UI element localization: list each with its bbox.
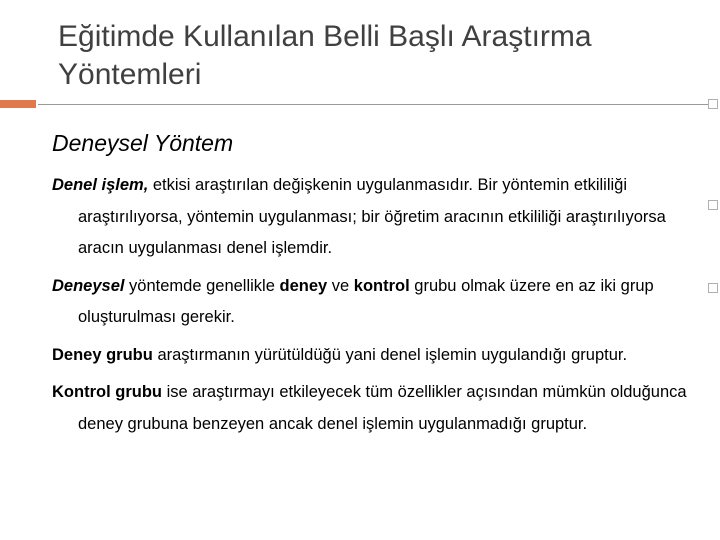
slide-title: Eğitimde Kullanılan Belli Başlı Araştırma Yöntemleri	[58, 20, 592, 91]
slide-body	[52, 128, 692, 446]
paragraph-text: grubu olmak üzere en az iki grup oluşturulması gerekir.	[78, 276, 654, 326]
title-divider	[38, 104, 708, 105]
paragraph-text: ve	[327, 276, 354, 295]
decorative-square	[708, 99, 718, 109]
paragraph-text: yöntemde genellikle	[124, 276, 280, 295]
decorative-square	[708, 283, 718, 293]
term-deneysel: Deneysel	[52, 276, 125, 295]
term-deney-grubu: Deney grubu	[52, 345, 153, 364]
paragraph-deneysel	[52, 271, 692, 334]
paragraph-text: araştırmanın yürütüldüğü yani denel işlemin uygulandığı gruptur.	[152, 345, 628, 364]
paragraph-text: ise araştırmayı etkileyecek tüm özellikler açısından mümkün olduğunca deney grubuna benzeyen ancak denel işlemin uygulanmadığı gruptur.	[78, 383, 687, 433]
term-kontrol: kontrol	[353, 276, 410, 295]
paragraph-kontrol-grubu	[52, 377, 692, 440]
term-kontrol-grubu: Kontrol grubu	[52, 383, 162, 401]
term-denel-islem: Denel işlem,	[52, 176, 149, 194]
section-heading: Deneysel Yöntem	[52, 130, 234, 156]
paragraph-deney-grubu	[52, 340, 692, 372]
paragraph-text: etkisi araştırılan değişkenin uygulanmasıdır. Bir yöntemin etkililiği araştırılıyorsa, yöntemin uygulanması; bir öğretim aracının etkililiği araştırılıyorsa aracın uygulanması denel işlemdir.	[78, 176, 666, 257]
decorative-square	[708, 200, 718, 210]
paragraph-denel-islem	[52, 170, 692, 265]
term-deney: deney	[279, 276, 328, 295]
accent-bar	[0, 100, 36, 108]
